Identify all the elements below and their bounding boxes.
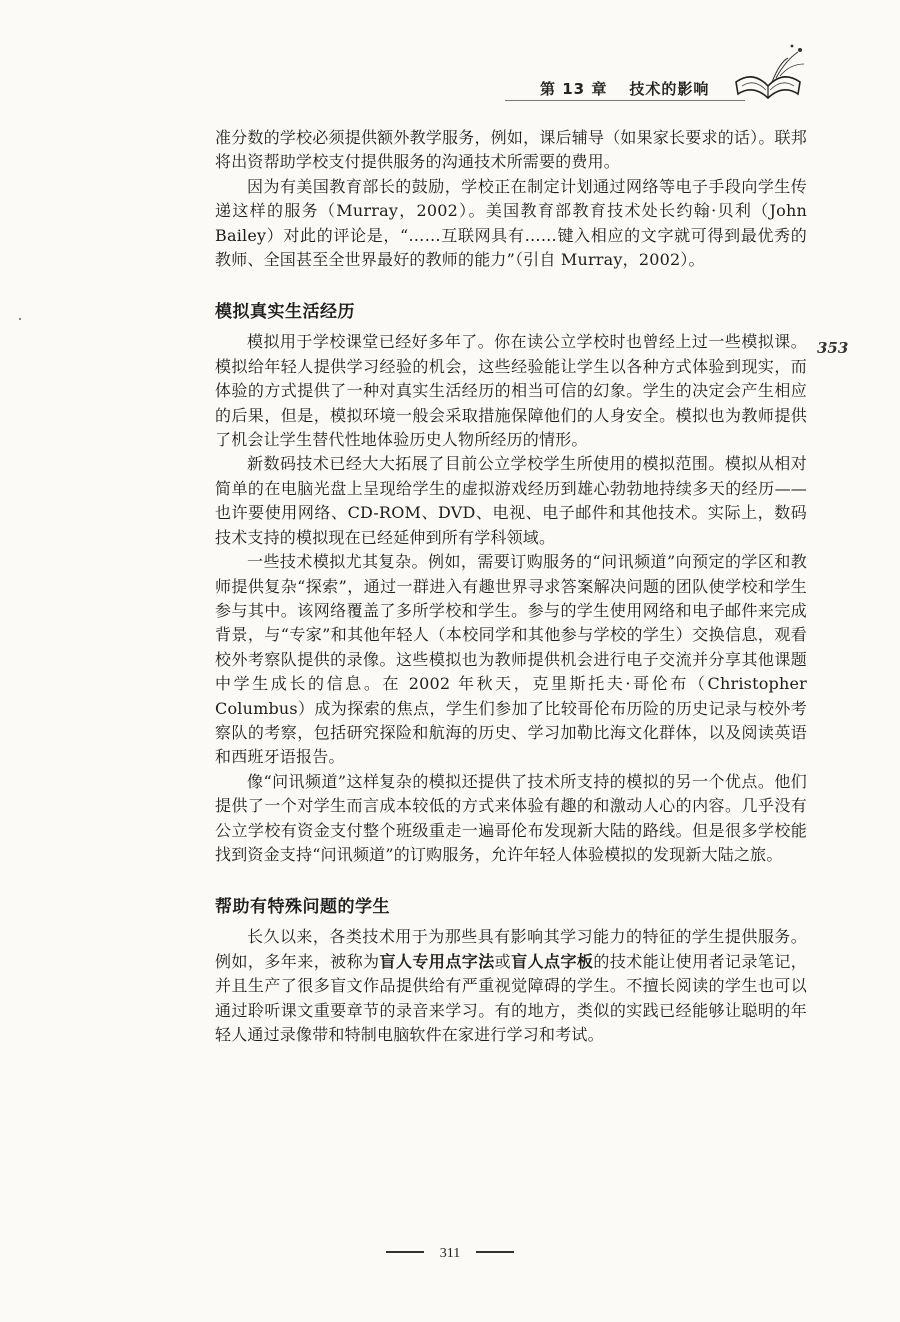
paragraph — [215, 925, 807, 1047]
text-run: 长久以来，各类技术用于为那些具有影响其学习能力的特征的学生提供服务。例如，多年来，被称为 — [215, 927, 807, 971]
folio-ornament-right — [476, 1251, 514, 1253]
folio-ornament-left — [386, 1251, 424, 1253]
section-heading: 模拟真实生活经历 — [215, 302, 355, 323]
paragraph: 准分数的学校必须提供额外教学服务，例如，课后辅导（如果家长要求的话）。联邦将出资帮助学校支付提供服务的沟通技术所需要的费用。 — [215, 128, 807, 172]
open-book-icon — [728, 42, 808, 104]
text-run: 的技术能让使用者记录笔记，并且生产了很多盲文作品提供给有严重视觉障碍的学生。不擅长阅读的学生也可以通过聆听课文重要章节的录音来学习。有的地方，类似的实践已经能够让聪明的年轻人通过录像带和特制电脑软件在家进行学习和考试。 — [215, 951, 807, 1044]
text-run: 或 — [494, 951, 512, 971]
header-rule — [505, 100, 745, 101]
chapter-number: 第 13 章 — [540, 80, 608, 98]
bold-term: 盲人专用点字法 — [379, 951, 495, 971]
paragraph: 因为有美国教育部长的鼓励，学校正在制定计划通过网络等电子手段向学生传递这样的服务（Murray，2002）。美国教育部教育技术处长约翰·贝利（John Bailey）对此的评论是，“……互联网具有……键入相应的文字就可得到最优秀的教师、全国甚至全世界最好的教师的能力”（引自 Murray，2002）。 — [215, 176, 807, 270]
page-number: 311 — [439, 1246, 461, 1261]
paragraph: 新数码技术已经大大拓展了目前公立学校学生所使用的模拟范围。模拟从相对简单的在电脑光盘上呈现给学生的虚拟游戏经历到雄心勃勃地持续多天的经历——也许要使用网络、CD-ROM、DVD、电视、电子邮件和其他技术。实际上，数码技术支持的模拟现在已经延伸到所有学科领域。 — [215, 454, 807, 547]
scan-speck — [19, 318, 21, 320]
paragraph: 模拟用于学校课堂已经好多年了。你在读公立学校时也曾经上过一些模拟课。模拟给年轻人提供学习经验的机会，这些经验能让学生以各种方式体验到现实，而体验的方式提供了一种对真实生活经历的相当可信的幻象。学生的决定会产生相应的后果，但是，模拟环境一般会采取措施保障他们的人身安全。模拟也为教师提供了机会让学生替代性地体验历史人物所经历的情形。 — [215, 332, 807, 450]
running-head — [540, 78, 709, 99]
page-folio — [380, 1242, 520, 1262]
chapter-title: 技术的影响 — [629, 80, 710, 98]
paragraph: 一些技术模拟尤其复杂。例如，需要订购服务的“问讯频道”向预定的学区和教师提供复杂“探索”，通过一群进入有趣世界寻求答案解决问题的团队使学校和学生参与其中。该网络覆盖了多所学校和学生。参与的学生使用网络和电子邮件来完成背景，与“专家”和其他年轻人（本校同学和其他参与学校的学生）交换信息，观看校外考察队提供的录像。这些模拟也为教师提供机会进行电子交流并分享其他课题中学生成长的信息。在 2002 年秋天，克里斯托夫·哥伦布（Christopher Columbus）成为探索的焦点，学生们参加了比较哥伦布历险的历史记录与校外考察队的考察，包括研究探险和航海的历史、学习加勒比海文化群体，以及阅读英语和西班牙语报告。 — [215, 552, 807, 767]
section-heading: 帮助有特殊问题的学生 — [215, 897, 390, 918]
bold-term: 盲人点字板 — [511, 951, 594, 971]
paragraph: 像“问讯频道”这样复杂的模拟还提供了技术所支持的模拟的另一个优点。他们提供了一个对学生而言成本较低的方式来体验有趣的和激动人心的内容。几乎没有公立学校有资金支付整个班级重走一遍哥伦布发现新大陆的路线。但是很多学校能找到资金支持“问讯频道”的订购服务，允许年轻人体验模拟的发现新大陆之旅。 — [215, 771, 807, 864]
margin-page-number: 353 — [817, 339, 849, 357]
body-text — [215, 126, 807, 1047]
